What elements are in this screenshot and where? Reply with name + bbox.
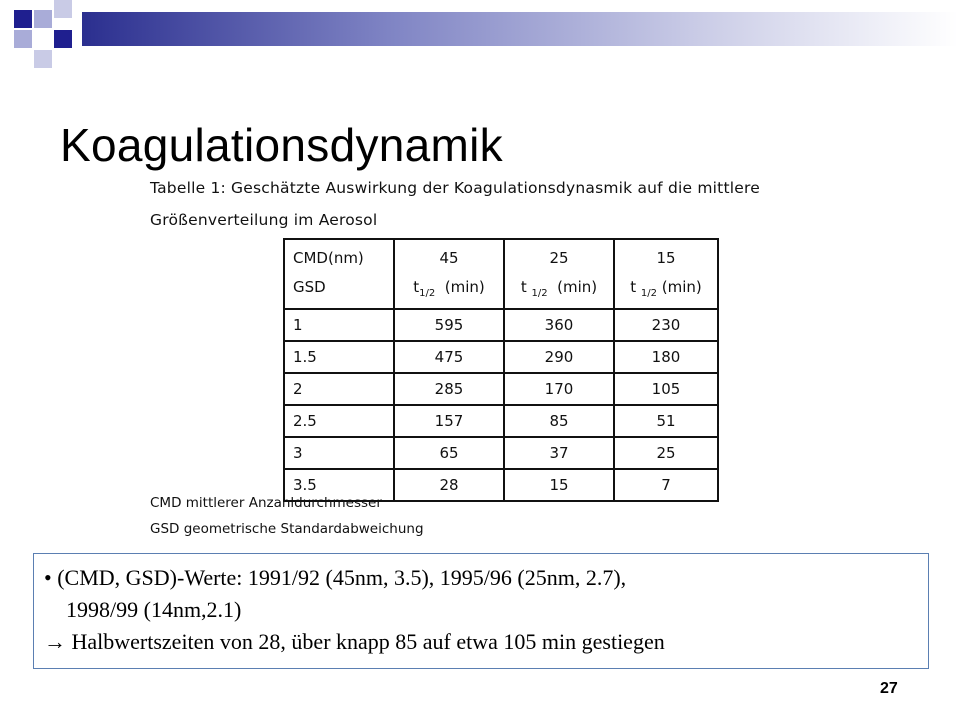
header-half-life: t $_{1/2}$ (min): [630, 278, 702, 299]
decor-square-light: [34, 50, 52, 68]
gsd-cell: 2.5: [284, 405, 394, 437]
decor-square-navy: [14, 10, 32, 28]
header-cmd-value: 15: [656, 249, 676, 267]
value-cell: 285: [394, 373, 504, 405]
note-conclusion-text: Halbwertszeiten von 28, über knapp 85 auf etwa 105 min gestiegen: [66, 629, 665, 654]
footnote-gsd: GSD geometrische Standardabweichung: [150, 521, 424, 537]
table-row: [284, 405, 718, 437]
value-cell: 290: [504, 341, 614, 373]
header-gsd-label: GSD: [293, 278, 326, 296]
decor-square-lavender: [14, 30, 32, 48]
header-cmd-value: 25: [549, 249, 569, 267]
header-cell-label: [284, 239, 394, 309]
coagulation-table: [283, 238, 719, 502]
value-cell: 85: [504, 405, 614, 437]
table-header-row: [284, 239, 718, 309]
note-line-conclusion: [44, 626, 928, 658]
value-cell: 170: [504, 373, 614, 405]
value-cell: 7: [614, 469, 718, 501]
header-half-life: $t_{1/2}$ (min): [413, 278, 485, 299]
gsd-cell: 2: [284, 373, 394, 405]
note-line-values-continued: 1998/99 (14nm,2.1): [66, 597, 242, 622]
footnote-cmd: CMD mittlerer Anzahldurchmesser: [150, 495, 382, 511]
table-row: [284, 341, 718, 373]
header-cell-25: [504, 239, 614, 309]
value-cell: 15: [504, 469, 614, 501]
gsd-cell: 1.5: [284, 341, 394, 373]
header-gradient-bar: [82, 12, 958, 46]
value-cell: 475: [394, 341, 504, 373]
header-half-life: t $_{1/2}$ (min): [520, 278, 598, 299]
scanned-table-figure: [150, 172, 880, 537]
gsd-cell: 3: [284, 437, 394, 469]
summary-note-box: [33, 553, 929, 669]
table-footnotes: [150, 490, 424, 542]
decor-square-lavender: [34, 10, 52, 28]
value-cell: 28: [394, 469, 504, 501]
arrow-right-icon: →: [44, 629, 66, 654]
gsd-cell: 1: [284, 309, 394, 341]
value-cell: 65: [394, 437, 504, 469]
table-row: [284, 437, 718, 469]
header-cmd-label: CMD(nm): [293, 249, 364, 267]
header-cell-15: [614, 239, 718, 309]
value-cell: 51: [614, 405, 718, 437]
page-number: 27: [880, 680, 898, 697]
value-cell: 157: [394, 405, 504, 437]
value-cell: 25: [614, 437, 718, 469]
value-cell: 360: [504, 309, 614, 341]
value-cell: 230: [614, 309, 718, 341]
decor-square-light: [54, 0, 72, 18]
note-line-values: • (CMD, GSD)-Werte: 1991/92 (45nm, 3.5), 1995/96 (25nm, 2.7),: [44, 565, 627, 590]
table-row: [284, 373, 718, 405]
table-caption-line-2: Größenverteilung im Aerosol: [150, 211, 378, 229]
header-cell-45: [394, 239, 504, 309]
table-row: [284, 309, 718, 341]
table-caption-line-1: Tabelle 1: Geschätzte Auswirkung der Koagulationsdynasmik auf die mittlere: [150, 179, 760, 197]
header-cmd-value: 45: [439, 249, 459, 267]
value-cell: 180: [614, 341, 718, 373]
value-cell: 595: [394, 309, 504, 341]
value-cell: 37: [504, 437, 614, 469]
gsd-cell: 3.5: [284, 469, 394, 501]
value-cell: 105: [614, 373, 718, 405]
slide-title: Koagulationsdynamik: [60, 118, 503, 171]
decor-square-navy: [54, 30, 72, 48]
